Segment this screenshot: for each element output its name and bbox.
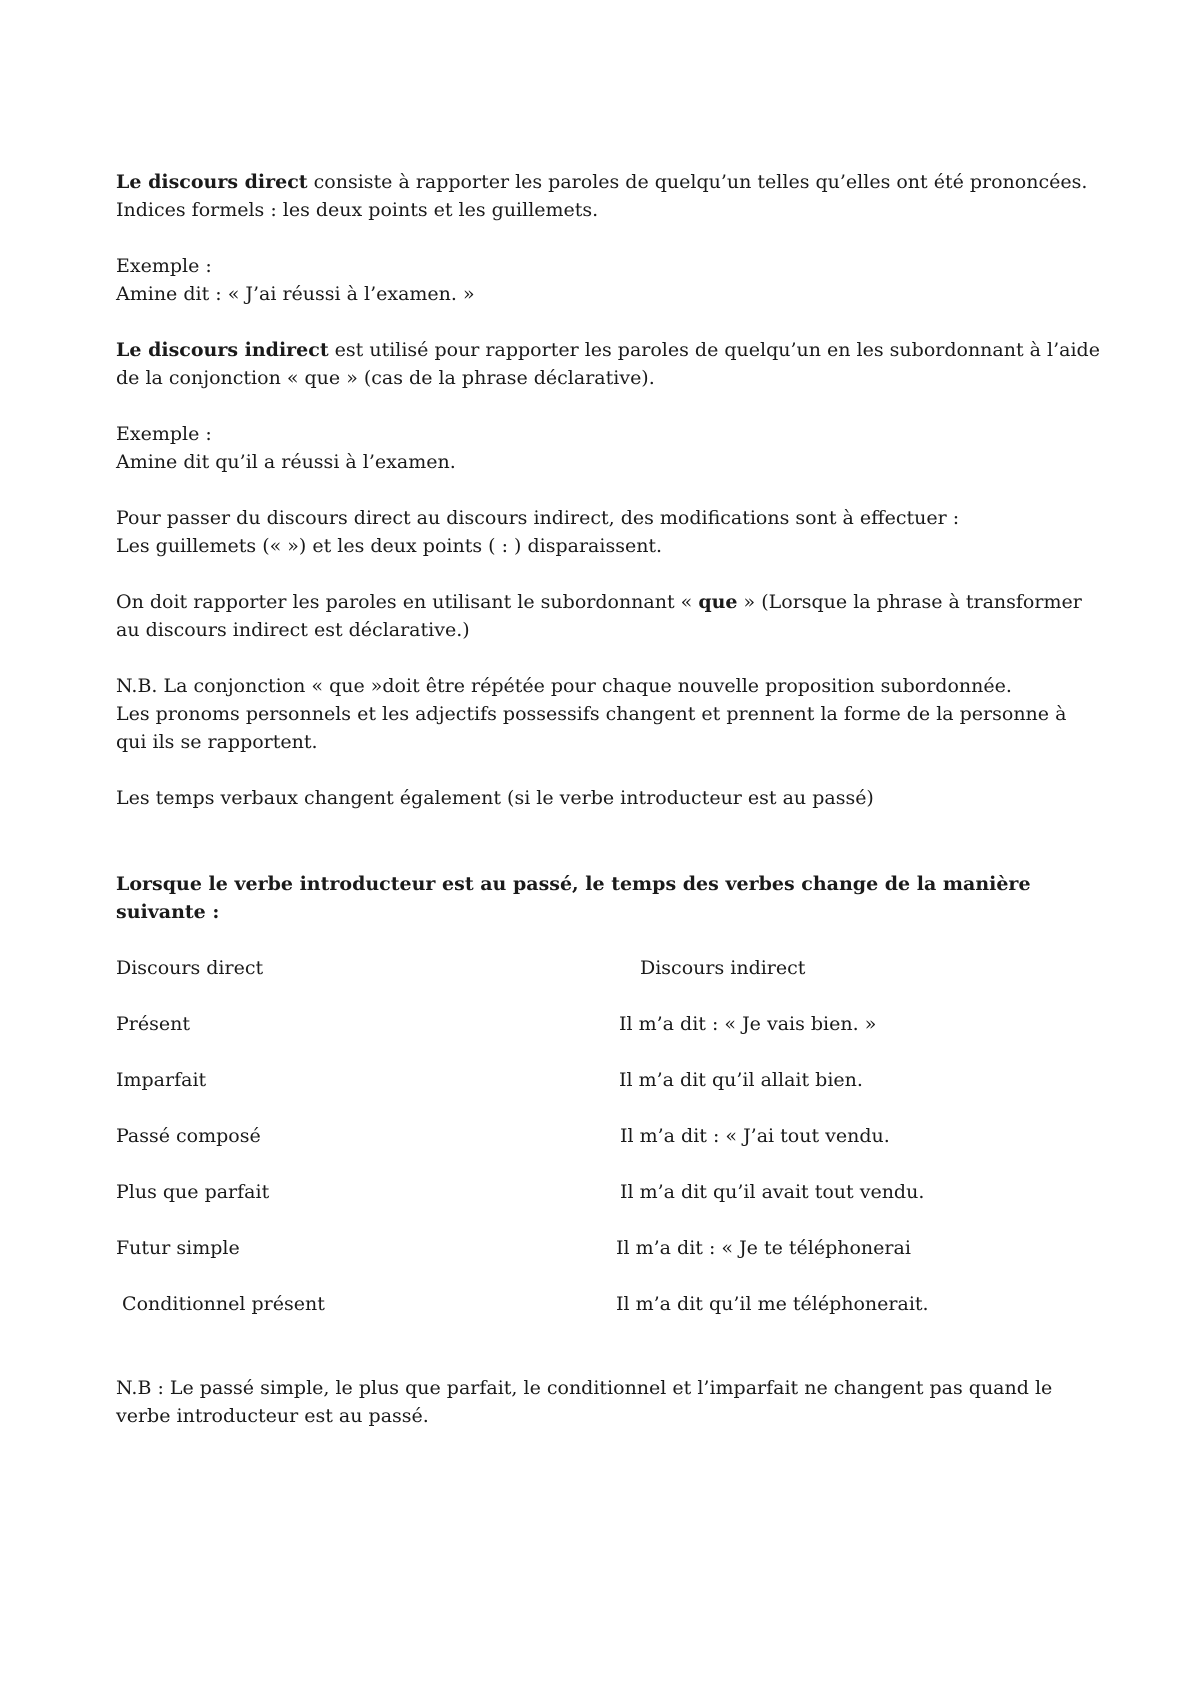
subordinate-text-before: On doit rapporter les paroles en utilisant le subordonnant « bbox=[116, 591, 699, 613]
table-row-left: Futur simple bbox=[116, 1237, 240, 1259]
direct-indices-line: Indices formels : les deux points et les guillemets. bbox=[116, 199, 599, 221]
example-label-2: Exemple : bbox=[116, 423, 212, 445]
table-row-left: Plus que parfait bbox=[116, 1181, 270, 1203]
section-heading-line1: Lorsque le verbe introducteur est au passé, le temps des verbes change de la manière bbox=[116, 873, 1031, 895]
indirect-definition-line1 bbox=[116, 336, 1100, 364]
example-text-2: Amine dit qu’il a réussi à l’examen. bbox=[116, 451, 456, 473]
subordinate-text-after: » (Lorsque la phrase à transformer bbox=[737, 591, 1082, 613]
subordinate-que: que bbox=[698, 591, 738, 613]
nb-conjunction-line2: Les pronoms personnels et les adjectifs possessifs changent et prennent la forme de la personne à bbox=[116, 703, 1067, 725]
indirect-definition-text: est utilisé pour rapporter les paroles de quelqu’un en les subordonnant à l’aide bbox=[328, 339, 1100, 361]
table-row-right: Il m’a dit : « Je vais bien. » bbox=[619, 1013, 877, 1035]
nb-conjunction-line3: qui ils se rapportent. bbox=[116, 731, 318, 753]
table-row-right: Il m’a dit qu’il avait tout vendu. bbox=[620, 1181, 925, 1203]
section-heading-line2: suivante : bbox=[116, 901, 220, 923]
modifications-line2: Les guillemets (« ») et les deux points ( : ) disparaissent. bbox=[116, 535, 663, 557]
table-row-left: Présent bbox=[116, 1013, 190, 1035]
example-label-1: Exemple : bbox=[116, 255, 212, 277]
table-header-left: Discours direct bbox=[116, 957, 264, 979]
indirect-term: Le discours indirect bbox=[116, 339, 329, 361]
indirect-definition-line2: de la conjonction « que » (cas de la phrase déclarative). bbox=[116, 367, 655, 389]
table-row-left: Conditionnel présent bbox=[116, 1293, 325, 1315]
direct-term: Le discours direct bbox=[116, 171, 308, 193]
direct-definition-line1 bbox=[116, 168, 1087, 196]
modifications-line1: Pour passer du discours direct au discours indirect, des modifications sont à effectuer : bbox=[116, 507, 960, 529]
table-row-right: Il m’a dit qu’il allait bien. bbox=[619, 1069, 863, 1091]
direct-definition-text: consiste à rapporter les paroles de quelqu’un telles qu’elles ont été prononcées. bbox=[307, 171, 1088, 193]
table-row-right: Il m’a dit : « J’ai tout vendu. bbox=[620, 1125, 890, 1147]
table-row-left: Passé composé bbox=[116, 1125, 261, 1147]
table-row-left: Imparfait bbox=[116, 1069, 207, 1091]
final-note-line2: verbe introducteur est au passé. bbox=[116, 1405, 429, 1427]
subordinate-line2: au discours indirect est déclarative.) bbox=[116, 619, 470, 641]
table-row-right: Il m’a dit qu’il me téléphonerait. bbox=[616, 1293, 929, 1315]
tenses-change-line: Les temps verbaux changent également (si le verbe introducteur est au passé) bbox=[116, 787, 874, 809]
nb-conjunction-line1: N.B. La conjonction « que »doit être répétée pour chaque nouvelle proposition subordonnée. bbox=[116, 675, 1012, 697]
final-note-line1: N.B : Le passé simple, le plus que parfait, le conditionnel et l’imparfait ne changent pas quand le bbox=[116, 1377, 1053, 1399]
table-header-right: Discours indirect bbox=[640, 957, 806, 979]
subordinate-line1 bbox=[116, 588, 1082, 616]
example-text-1: Amine dit : « J’ai réussi à l’examen. » bbox=[116, 283, 475, 305]
table-row-right: Il m’a dit : « Je te téléphonerai bbox=[616, 1237, 911, 1259]
